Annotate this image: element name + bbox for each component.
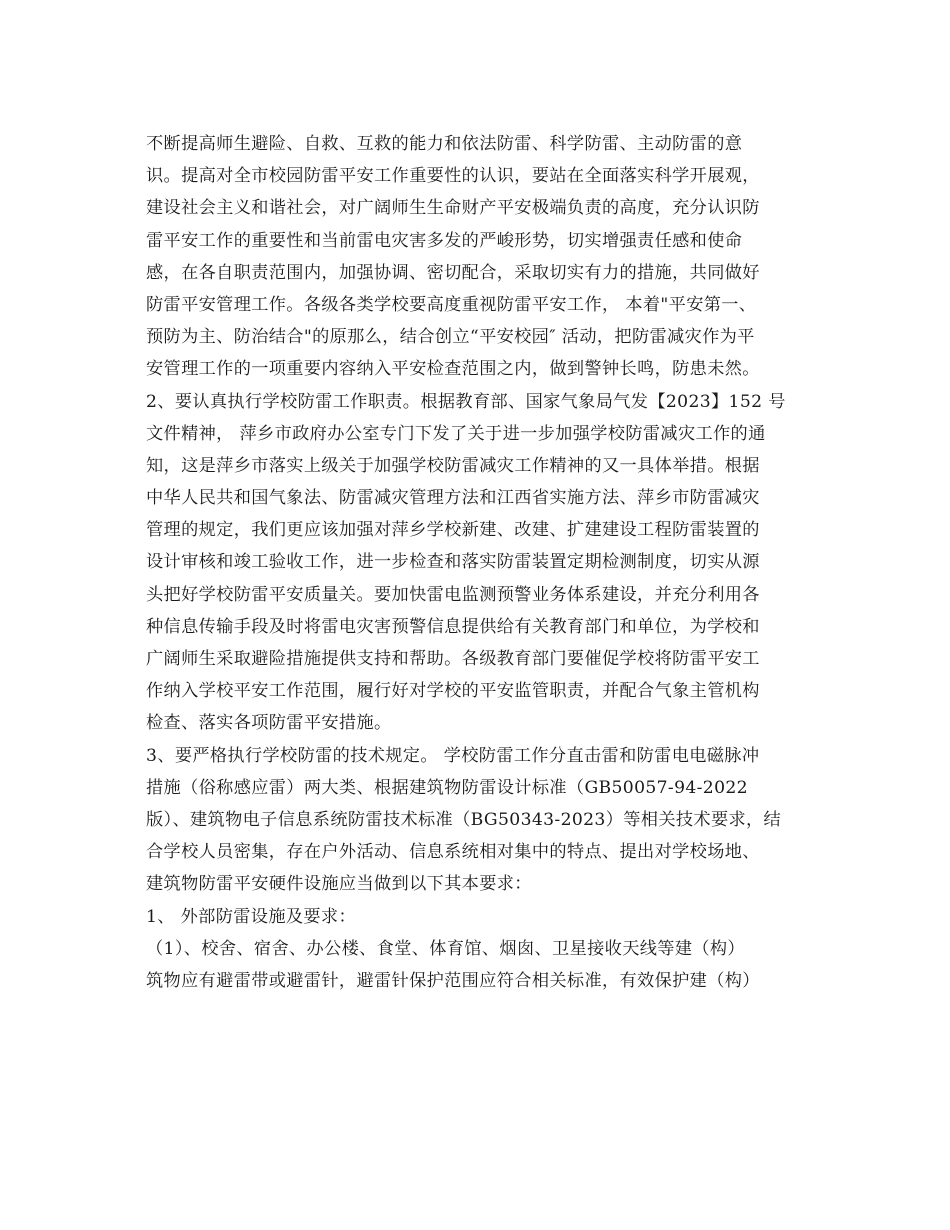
text-line: 文件精神， 萍乡市政府办公室专门下发了关于进一步加强学校防雷减灾工作的通 [146, 423, 766, 444]
text-line: 识。提高对全市校园防雷平安工作重要性的认识，要站在全面落实科学开展观， [146, 166, 760, 187]
text-line: 筑物应有避雷带或避雷针，避雷针保护范围应符合相关标准，有效保护建（构） [146, 970, 760, 991]
list-item-line: （1）、校舍、宿舍、办公楼、食堂、体育馆、烟囱、卫星接收天线等建（构） [146, 938, 745, 959]
text-line: 版）、建筑物电子信息系统防雷技术标准（BG50343-2023）等相关技术要求，结 [146, 809, 782, 830]
text-line: 建设社会主义和谐社会，对广阔师生生命财产平安极端负责的高度，充分认识防 [146, 198, 760, 219]
document-body [146, 128, 826, 997]
text-line: 检查、落实各项防雷平安措施。 [146, 713, 392, 734]
text-line: 措施（俗称感应雷）两大类、根据建筑物防雷设计标准（GB50057-94-2022 [146, 777, 748, 798]
text-line: 预防为主、防治结合"的原那么，结合创立“平安校园″ 活动，把防雷减灾作为平 [146, 327, 755, 348]
text-line: 头把好学校防雷平安质量关。要加快雷电监测预警业务体系建设，并充分利用各 [146, 584, 760, 605]
text-line: 设计审核和竣工验收工作，进一步检查和落实防雷装置定期检测制度，切实从源 [146, 552, 760, 573]
subsection-heading-line: 1、 外部防雷设施及要求： [146, 906, 357, 927]
text-line: 种信息传输手段及时将雷电灾害预警信息提供给有关教育部门和单位，为学校和 [146, 616, 760, 637]
section-heading-line: 2、要认真执行学校防雷工作职责。根据教育部、国家气象局气发【2023】152 号 [146, 391, 786, 412]
text-line: 广阔师生采取避险措施提供支持和帮助。各级教育部门要催促学校将防雷平安工 [146, 649, 760, 669]
text-line: 感，在各自职责范围内，加强协调、密切配合，采取切实有力的措施，共同做好 [146, 262, 760, 283]
text-line: 管理的规定，我们更应该加强对萍乡学校新建、改建、扩建建设工程防雷装置的 [146, 520, 760, 541]
section-heading-line: 3、要严格执行学校防雷的技术规定。 学校防雷工作分直击雷和防雷电电磁脉冲 [146, 745, 760, 766]
text-line: 作纳入学校平安工作范围，履行好对学校的平安监管职责，并配合气象主管机构 [146, 681, 760, 702]
text-line: 合学校人员密集，存在户外活动、信息系统相对集中的特点、提出对学校场地、 [146, 842, 760, 863]
text-line: 中华人民共和国气象法、防雷减灾管理方法和江西省实施方法、萍乡市防雷减灾 [146, 488, 760, 509]
text-line: 不断提高师生避险、自救、互救的能力和依法防雷、科学防雷、主动防雷的意 [146, 134, 743, 154]
text-line: 建筑物防雷平安硬件设施应当做到以下其本要求： [146, 874, 532, 895]
text-line: 安管理工作的一项重要内容纳入平安检查范围之内，做到警钟长鸣，防患未然。 [146, 359, 760, 380]
text-line: 防雷平安管理工作。各级各类学校要高度重视防雷平安工作， 本着"平安第一、 [146, 294, 757, 315]
text-line: 知，这是萍乡市落实上级关于加强学校防雷减灾工作精神的又一具体举措。根据 [146, 455, 760, 476]
text-line: 雷平安工作的重要性和当前雷电灾害多发的严峻形势，切实增强责任感和使命 [146, 230, 743, 251]
